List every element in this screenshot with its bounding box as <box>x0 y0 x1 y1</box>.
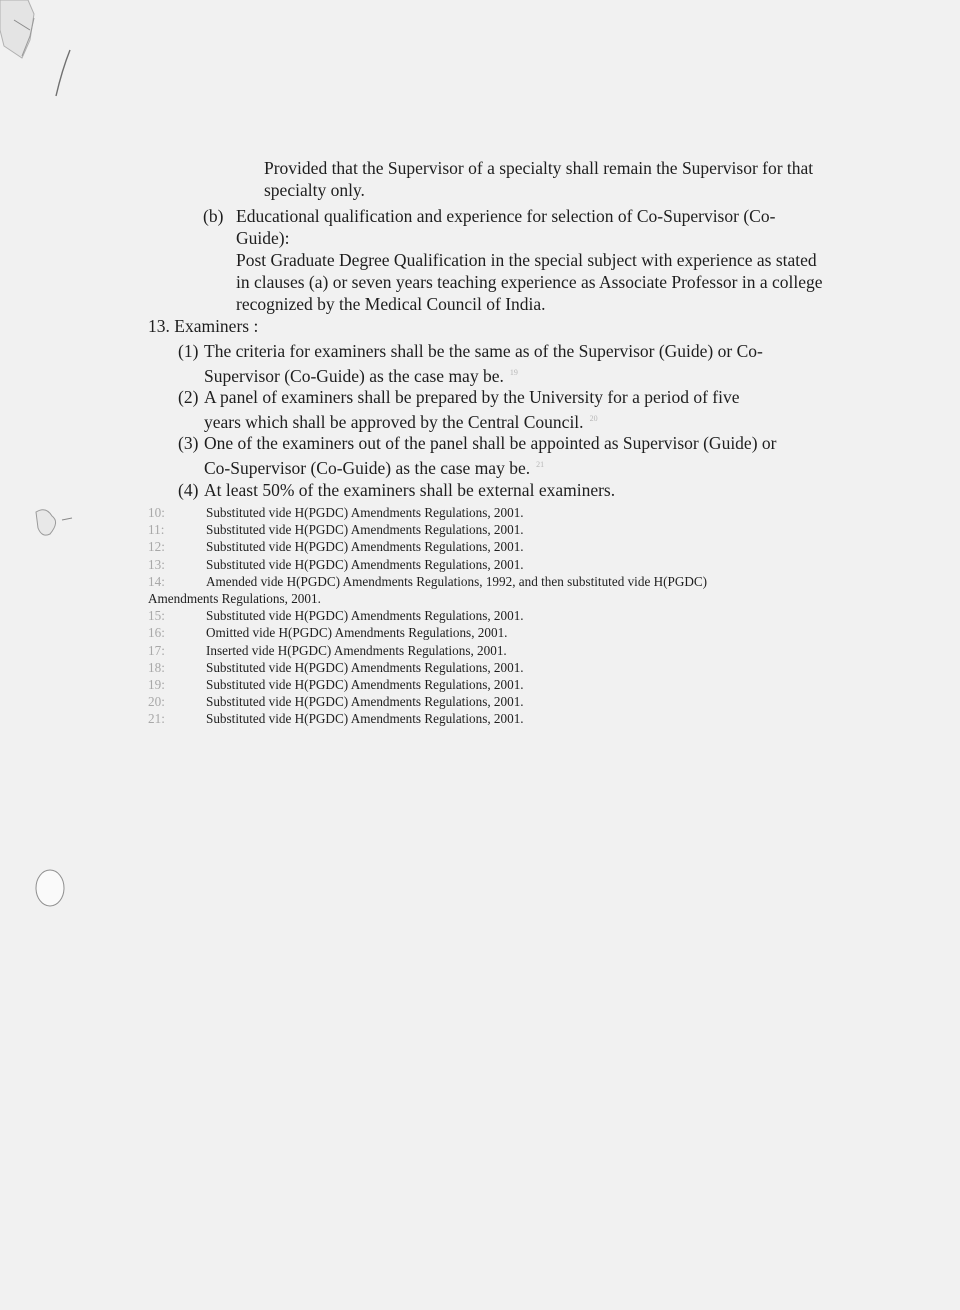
footnote-text: Amended vide H(PGDC) Amendments Regulations, 1992, and then substituted vide H(PGDC) <box>206 573 708 589</box>
item-number: (1) <box>178 341 199 361</box>
proviso-paragraph: Provided that the Supervisor of a specialty shall remain the Supervisor for that specialty only. <box>264 158 814 200</box>
footnote <box>148 676 808 693</box>
footnote-text: Substituted vide H(PGDC) Amendments Regulations, 2001. <box>206 505 524 520</box>
item-line-1: A panel of examiners shall be prepared by the University for a period of five <box>204 387 740 407</box>
footnote-number: 13: <box>148 556 165 572</box>
item-number: (4) <box>178 480 199 500</box>
footnote <box>148 556 808 573</box>
footnote-number: 17: <box>148 642 165 658</box>
footnote-text: Substituted vide H(PGDC) Amendments Regulations, 2001. <box>206 539 524 555</box>
footnote <box>148 521 808 538</box>
footnote-text: Omitted vide H(PGDC) Amendments Regulations, 2001. <box>206 625 508 641</box>
footnote <box>148 538 808 555</box>
footnote <box>148 573 808 607</box>
item-line-1: The criteria for examiners shall be the same as of the Supervisor (Guide) or Co- <box>204 341 763 361</box>
footnote-number: 15: <box>148 608 165 624</box>
footnote-text: Inserted vide H(PGDC) Amendments Regulations, 2001. <box>206 642 507 658</box>
footnote <box>148 504 808 521</box>
footnote-text: Substituted vide H(PGDC) Amendments Regulations, 2001. <box>206 659 524 675</box>
footnote <box>148 659 808 676</box>
footnote <box>148 607 808 624</box>
item-line-2: Supervisor (Co-Guide) as the case may be. <box>204 365 504 386</box>
footnote-number: 20: <box>148 694 165 710</box>
footnote-ref: 20 <box>589 414 598 423</box>
section-13-title: 13. Examiners : <box>148 316 259 336</box>
footnote-number: 10: <box>148 505 165 520</box>
staple-mark-icon <box>0 0 90 110</box>
item-line-1: At least 50% of the examiners shall be external examiners. <box>204 480 616 500</box>
footnote-number: 21: <box>148 711 165 727</box>
footnote-text: Substituted vide H(PGDC) Amendments Regulations, 2001. <box>206 522 524 538</box>
clause-b-body: Post Graduate Degree Qualification in the special subject with experience as stated in clauses (a) or seven years teaching experience as Associate Professor in a college recognized by the Medical Council of India. <box>236 250 823 314</box>
examiner-item-2 <box>178 386 818 433</box>
footnote-ref: 19 <box>509 368 518 377</box>
item-line-2: Co-Supervisor (Co-Guide) as the case may be. <box>204 457 531 478</box>
footnote-text: Substituted vide H(PGDC) Amendments Regulations, 2001. <box>206 677 524 693</box>
footnote-number: 16: <box>148 625 165 641</box>
footnote-number: 11: <box>148 522 165 538</box>
examiner-item-4 <box>178 479 818 501</box>
footnote <box>148 693 808 710</box>
punch-hole-icon <box>30 862 70 914</box>
item-number: (2) <box>178 387 199 407</box>
footnote-number: 18: <box>148 659 165 675</box>
item-number: (3) <box>178 433 199 453</box>
footnote <box>148 624 808 641</box>
clause-b <box>236 205 826 315</box>
footnote-number: 12: <box>148 539 165 555</box>
footnote <box>148 642 808 659</box>
punch-hole-mark-icon <box>26 500 76 550</box>
footnote-continuation: Amendments Regulations, 2001. <box>148 591 321 607</box>
examiner-item-3 <box>178 432 818 479</box>
footnote-text: Substituted vide H(PGDC) Amendments Regulations, 2001. <box>206 694 524 710</box>
clause-b-heading: Educational qualification and experience for selection of Co-Supervisor (Co-Guide): <box>236 206 776 248</box>
footnote-text: Substituted vide H(PGDC) Amendments Regulations, 2001. <box>206 711 524 727</box>
footnote-text: Substituted vide H(PGDC) Amendments Regulations, 2001. <box>206 556 524 572</box>
footnotes <box>148 504 808 728</box>
clause-b-label: (b) <box>203 206 224 226</box>
footnote-text: Substituted vide H(PGDC) Amendments Regulations, 2001. <box>206 608 524 624</box>
footnote <box>148 710 808 727</box>
item-line-2: years which shall be approved by the Central Council. <box>204 411 584 432</box>
footnote-number: 19: <box>148 677 165 693</box>
footnote-number: 14: <box>148 573 165 589</box>
item-line-1: One of the examiners out of the panel shall be appointed as Supervisor (Guide) or <box>204 433 777 453</box>
footnote-ref: 21 <box>536 460 545 469</box>
examiner-item-1 <box>178 340 818 387</box>
